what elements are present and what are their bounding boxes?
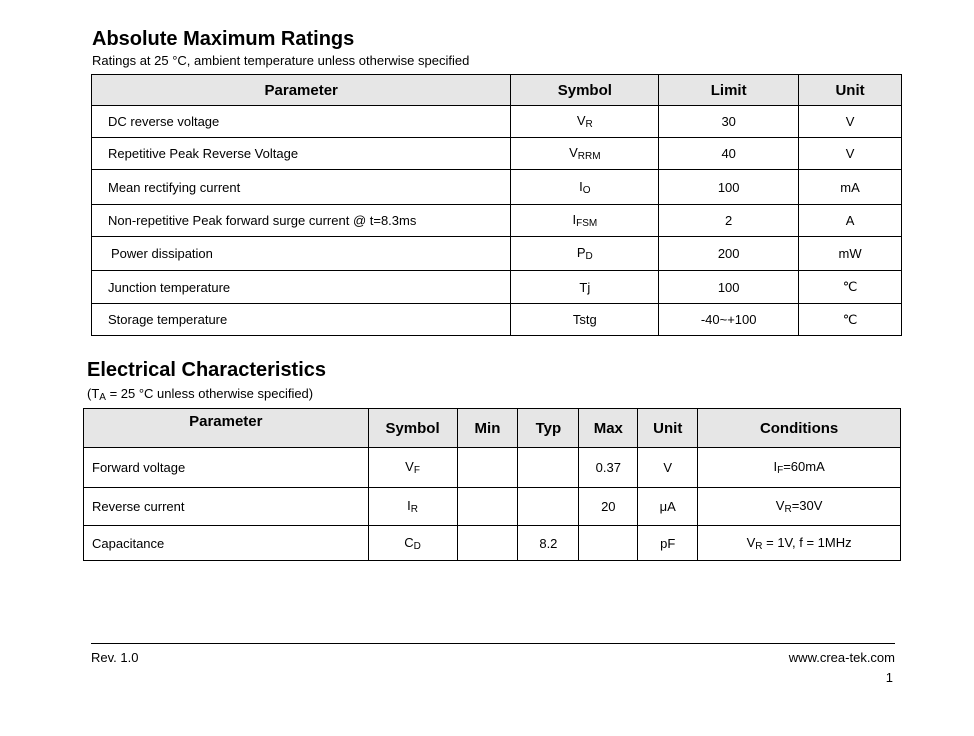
typ-cell bbox=[518, 488, 579, 526]
symbol-cell: $I_{FSM}$ bbox=[511, 205, 659, 237]
header-conditions: Conditions bbox=[698, 409, 901, 448]
footer-revision: Rev. 1.0 bbox=[91, 650, 139, 665]
footer-website: www.crea-tek.com bbox=[788, 650, 895, 665]
limit-cell: 40 bbox=[659, 138, 799, 170]
table-row bbox=[84, 488, 901, 526]
limit-cell: 30 bbox=[659, 106, 799, 138]
unit-cell: ℃ bbox=[799, 271, 902, 304]
conditions-cell: $V_R = 1V$, f = 1MHz bbox=[698, 526, 901, 561]
symbol-cell: $I_R$ bbox=[368, 488, 457, 526]
unit-cell: V bbox=[638, 448, 698, 488]
header-symbol: Symbol bbox=[511, 75, 659, 106]
symbol-cell: $V_{RRM}$ bbox=[511, 138, 659, 170]
elec-char-table bbox=[83, 408, 901, 561]
symbol-cell: Tj bbox=[511, 271, 659, 304]
param-cell: Forward voltage bbox=[84, 448, 369, 488]
header-parameter: Parameter bbox=[84, 409, 369, 448]
abs-max-subtitle: Ratings at 25 °C, ambient temperature unless otherwise specified bbox=[92, 53, 470, 68]
header-limit: Limit bbox=[659, 75, 799, 106]
limit-cell: -40~+100 bbox=[659, 304, 799, 336]
max-cell: 20 bbox=[579, 488, 638, 526]
param-cell: Repetitive Peak Reverse Voltage bbox=[92, 138, 511, 170]
conditions-cell: $V_R=30V$ bbox=[698, 488, 901, 526]
abs-max-title: Absolute Maximum Ratings bbox=[92, 28, 355, 50]
symbol-cell: $C_D$ bbox=[368, 526, 457, 561]
header-min: Min bbox=[457, 409, 518, 448]
unit-cell: μA bbox=[638, 488, 698, 526]
conditions-cell: $I_F=60mA$ bbox=[698, 448, 901, 488]
limit-cell: 100 bbox=[659, 170, 799, 205]
param-cell: Mean rectifying current bbox=[92, 170, 511, 205]
unit-cell: V bbox=[799, 138, 902, 170]
min-cell bbox=[457, 448, 518, 488]
footer-page-number: 1 bbox=[885, 670, 893, 685]
header-unit: Unit bbox=[638, 409, 698, 448]
footer-divider bbox=[91, 643, 895, 644]
typ-cell: 8.2 bbox=[518, 526, 579, 561]
limit-cell: 200 bbox=[659, 237, 799, 271]
max-cell bbox=[579, 526, 638, 561]
unit-cell: pF bbox=[638, 526, 698, 561]
max-cell: 0.37 bbox=[579, 448, 638, 488]
header-max: Max bbox=[579, 409, 638, 448]
abs-max-header-row bbox=[92, 75, 902, 106]
table-row bbox=[84, 448, 901, 488]
param-cell: Capacitance bbox=[84, 526, 369, 561]
table-row bbox=[92, 237, 902, 271]
param-cell: Reverse current bbox=[84, 488, 369, 526]
min-cell bbox=[457, 488, 518, 526]
elec-char-header-row bbox=[84, 409, 901, 448]
elec-char-title: Electrical Characteristics bbox=[87, 359, 327, 381]
table-row bbox=[92, 106, 902, 138]
header-unit: Unit bbox=[799, 75, 902, 106]
table-row bbox=[84, 526, 901, 561]
unit-cell: mW bbox=[799, 237, 902, 271]
table-row bbox=[92, 205, 902, 237]
param-cell: Junction temperature bbox=[92, 271, 511, 304]
table-row bbox=[92, 304, 902, 336]
elec-char-subtitle: ($T_A = 25$ °C unless otherwise specified) bbox=[87, 386, 314, 403]
unit-cell: mA bbox=[799, 170, 902, 205]
unit-cell: A bbox=[799, 205, 902, 237]
unit-cell: ℃ bbox=[799, 304, 902, 336]
header-symbol: Symbol bbox=[368, 409, 457, 448]
param-cell: Power dissipation bbox=[92, 237, 511, 271]
param-cell: DC reverse voltage bbox=[92, 106, 511, 138]
header-typ: Typ bbox=[518, 409, 579, 448]
symbol-cell: $V_R$ bbox=[511, 106, 659, 138]
symbol-cell: $I_O$ bbox=[511, 170, 659, 205]
min-cell bbox=[457, 526, 518, 561]
abs-max-table bbox=[91, 74, 902, 336]
symbol-cell: $P_D$ bbox=[511, 237, 659, 271]
typ-cell bbox=[518, 448, 579, 488]
symbol-cell: $V_F$ bbox=[368, 448, 457, 488]
unit-cell: V bbox=[799, 106, 902, 138]
limit-cell: 100 bbox=[659, 271, 799, 304]
limit-cell: 2 bbox=[659, 205, 799, 237]
param-cell: Storage temperature bbox=[92, 304, 511, 336]
table-row bbox=[92, 138, 902, 170]
table-row bbox=[92, 271, 902, 304]
param-cell: Non-repetitive Peak forward surge current @ t=8.3ms bbox=[92, 205, 511, 237]
table-row bbox=[92, 170, 902, 205]
header-parameter: Parameter bbox=[92, 75, 511, 106]
symbol-cell: Tstg bbox=[511, 304, 659, 336]
